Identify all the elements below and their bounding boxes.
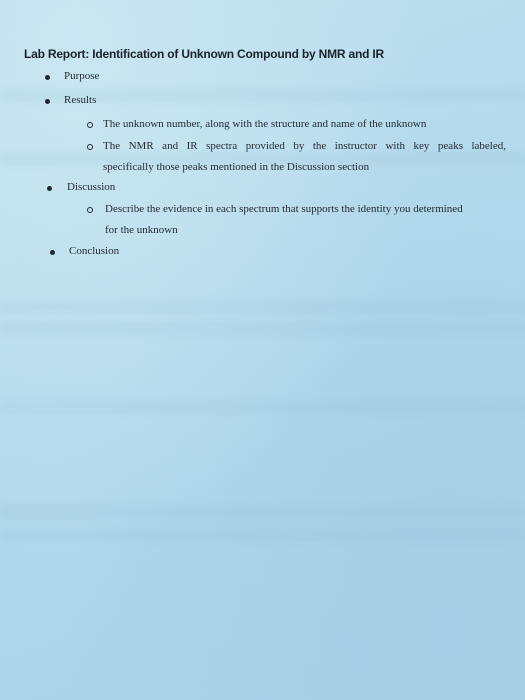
bullet-icon (45, 99, 50, 104)
bullet-icon (45, 75, 50, 80)
circle-bullet-icon (87, 144, 93, 150)
show-through-line (0, 300, 525, 314)
bullet-icon (50, 250, 55, 255)
sub-item-line: Describe the evidence in each spectrum that supports the identity you determined (105, 203, 463, 215)
show-through-line (0, 505, 525, 519)
show-through-line (0, 528, 525, 542)
document-title: Lab Report: Identification of Unknown Compound by NMR and IR (24, 47, 384, 61)
sub-item-line: The NMR and IR spectra provided by the instructor with key peaks labeled, (103, 140, 506, 152)
list-item-purpose: Purpose (64, 70, 100, 82)
bullet-icon (47, 186, 52, 191)
sub-item-line: The unknown number, along with the structure and name of the unknown (103, 118, 427, 130)
sub-item-line: for the unknown (105, 224, 178, 236)
show-through-line (0, 400, 525, 414)
circle-bullet-icon (87, 122, 93, 128)
show-through-line (0, 322, 525, 336)
list-item-results: Results (64, 94, 97, 106)
circle-bullet-icon (87, 207, 93, 213)
sub-item-line: specifically those peaks mentioned in the Discussion section (103, 161, 370, 173)
list-item-discussion: Discussion (67, 181, 116, 193)
list-item-conclusion: Conclusion (69, 245, 120, 257)
